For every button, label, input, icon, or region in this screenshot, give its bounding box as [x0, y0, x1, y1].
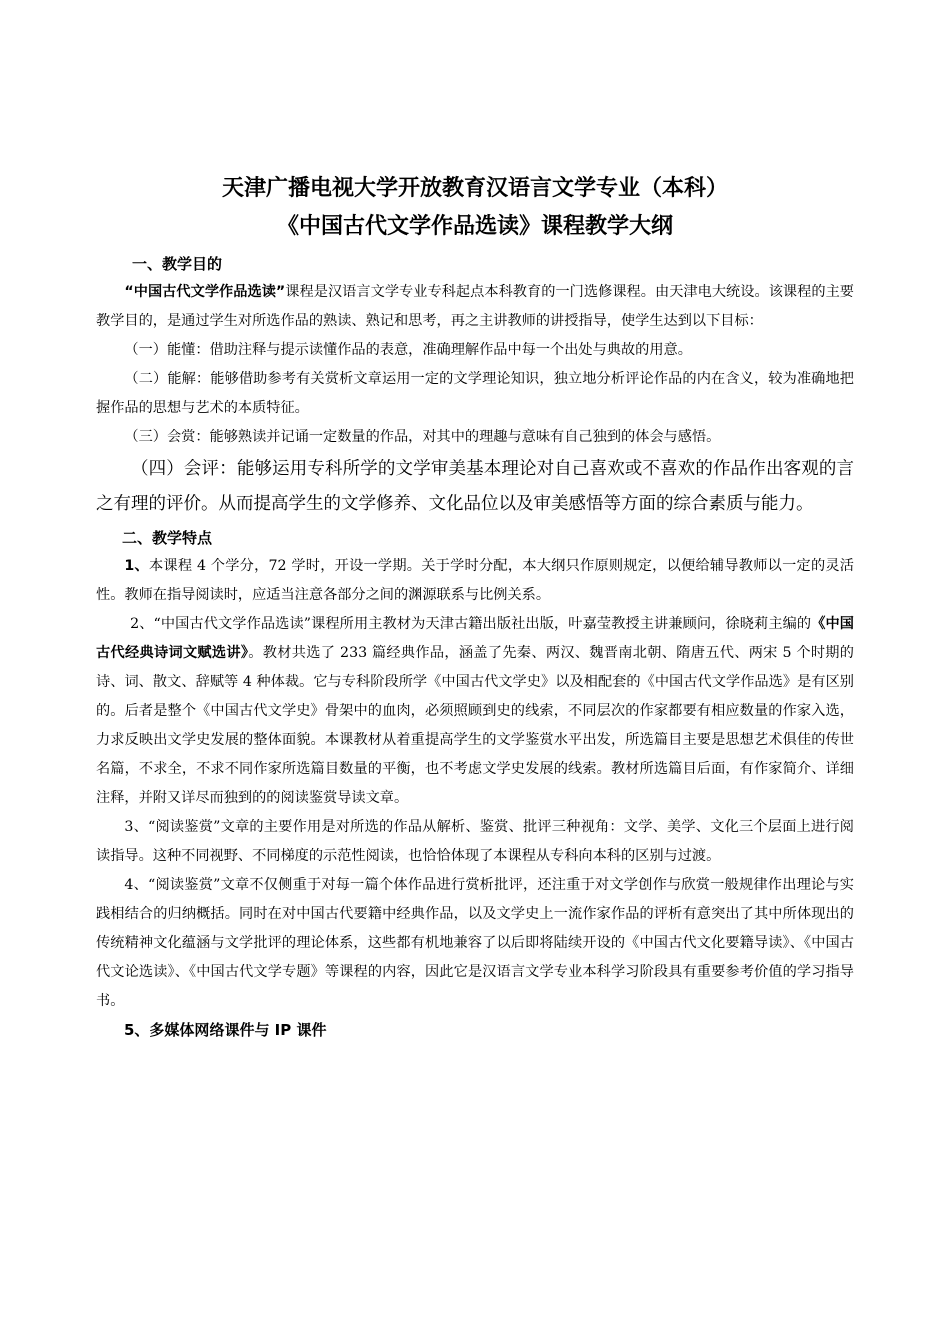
- goal-1: （一）能懂：借助注释与提示读懂作品的表意，准确理解作品中每一个出处与典故的用意。: [124, 342, 692, 358]
- section1-intro: [96, 278, 854, 336]
- document-title-line1: 天津广播电视大学开放教育汉语言文学专业（本科）: [221, 176, 728, 201]
- course-name-bold: “中国古代文学作品选读”: [124, 284, 286, 300]
- goal-2: （二）能解：能够借助参考有关赏析文章运用一定的文学理论知识，独立地分析评论作品的内在含义，较为准确地把握作品的思想与艺术的本质特征。: [96, 371, 854, 416]
- feature-item-1: [96, 552, 854, 610]
- goal-3: （三）会赏：能够熟读并记诵一定数量的作品，对其中的理趣与意味有自己独到的体会与感悟。: [124, 429, 721, 445]
- feature-item-3: 3、“阅读鉴赏”文章的主要作用是对所选的作品从解析、鉴赏、批评三种视角：文学、美学、文化三个层面上进行阅读指导。这种不同视野、不同梯度的示范性阅读，也恰恰体现了本课程从专科向本科的区别与过渡。: [96, 819, 854, 864]
- section2-heading: 二、教学特点: [122, 529, 213, 547]
- document-title-line2: 《中国古代文学作品选读》课程教学大纲: [276, 214, 673, 239]
- feature-item-2: [96, 610, 854, 813]
- section1-heading: 一、教学目的: [132, 255, 223, 273]
- feature-item-2-text-b: 。教材共选了 233 篇经典作品，涵盖了先秦、两汉、魏晋南北朝、隋唐五代、两宋 5 个时期的诗、词、散文、辞赋等 4 种体裁。它与专科阶段所学《中国古代文学史》以及相配套的《中国古代文学作品选》是有区别的。后者是整个《中国古代文学史》骨架中的血肉，必须照顾到史的线索，不同层次的作家都要有相应数量的作家入选，力求反映出文学史发展的整体面貌。本课教材从着重提高学生的文学鉴赏水平出发，所选篇目主要是思想艺术俱佳的传世名篇，不求全，不求不同作家所选篇目数量的平衡，也不考虑文学史发展的线索。教材所选篇目后面，有作家简介、详细注释，并附又详尽而独到的的阅读鉴赏导读文章。: [96, 645, 854, 806]
- feature-item-2-text-a: 2、“中国古代文学作品选读”课程所用主教材为天津古籍出版社出版，叶嘉莹教授主讲兼顾问，徐晓莉主编的: [130, 616, 812, 632]
- textbook-title-bold: 《中国古代经典诗词文赋选讲》: [96, 616, 854, 661]
- document-page: [96, 170, 854, 1044]
- feature-item-4: 4、“阅读鉴赏”文章不仅侧重于对每一篇个体作品进行赏析批评，还注重于对文学创作与欣赏一般规律作出理论与实践相结合的归纳概括。同时在对中国古代要籍中经典作品，以及文学史上一流作家作品的评析有意突出了其中所体现出的传统精神文化蕴涵与文学批评的理论体系，这些都有机地兼容了以后即将陆续开设的《中国古代文化要籍导读》、《中国古代文论选读》、《中国古代文学专题》等课程的内容，因此它是汉语言文学专业本科学习阶段具有重要参考价值的学习指导书。: [96, 877, 854, 1009]
- feature-item-1-number: 1、: [124, 558, 149, 574]
- section1-intro-text: 课程是汉语言文学专业专科起点本科教育的一门选修课程。由天津电大统设。该课程的主要教学目的，是通过学生对所选作品的熟读、熟记和思考，再之主讲教师的讲授指导，使学生达到以下目标：: [96, 284, 854, 329]
- feature-item-5-heading: 5、多媒体网络课件与 IP 课件: [124, 1021, 327, 1039]
- feature-item-1-text: 本课程 4 个学分，72 学时，开设一学期。关于学时分配，本大纲只作原则规定，以便给辅导教师以一定的灵活性。教师在指导阅读时，应适当注意各部分之间的渊源联系与比例关系。: [96, 558, 854, 603]
- goal-4: （四）会评：能够运用专科所学的文学审美基本理论对自己喜欢或不喜欢的作品作出客观的言之有理的评价。从而提高学生的文学修养、文化品位以及审美感悟等方面的综合素质与能力。: [96, 459, 854, 514]
